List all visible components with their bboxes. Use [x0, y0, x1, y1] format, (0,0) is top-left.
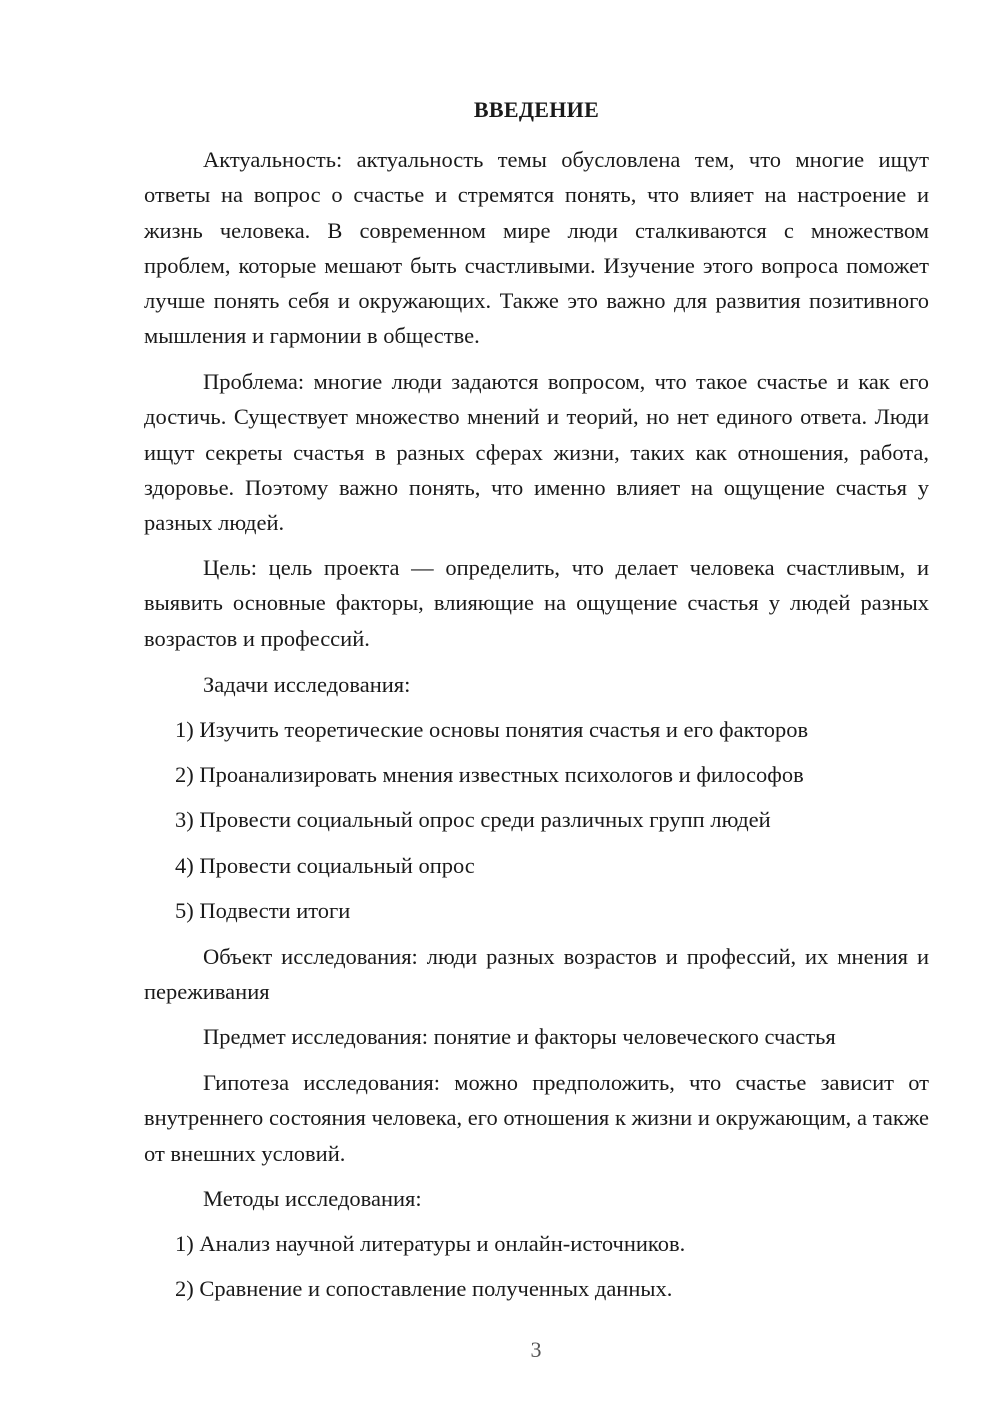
task-item-4: 4) Провести социальный опрос — [175, 853, 475, 878]
object-paragraph: Объект исследования: люди разных возрастов и профессий, их мнения и переживания — [144, 944, 929, 1005]
section-heading: ВВЕДЕНИЕ — [473, 97, 600, 122]
task-item-5: 5) Подвести итоги — [175, 898, 351, 923]
method-item-1: 1) Анализ научной литературы и онлайн-источников. — [175, 1231, 686, 1256]
page-number: 3 — [530, 1337, 542, 1362]
problem-paragraph: Проблема: многие люди задаются вопросом, что такое счастье и как его достичь. Существует множество мнений и теорий, но нет единого ответа. Люди ищут секреты счастья в разных сферах жизни, таких как отношения, работа, здоровье. Поэтому важно понять, что именно влияет на ощущение счастья у разных людей. — [144, 369, 929, 536]
subject-paragraph: Предмет исследования: понятие и факторы человеческого счастья — [203, 1024, 836, 1049]
method-item-2: 2) Сравнение и сопоставление полученных данных. — [175, 1276, 673, 1301]
hypothesis-paragraph: Гипотеза исследования: можно предположить, что счастье зависит от внутреннего состояния человека, его отношения к жизни и окружающим, а также от внешних условий. — [144, 1070, 929, 1166]
task-item-1: 1) Изучить теоретические основы понятия счастья и его факторов — [175, 717, 809, 742]
tasks-title: Задачи исследования: — [203, 672, 411, 697]
task-item-2: 2) Проанализировать мнения известных психологов и философов — [175, 762, 804, 787]
task-item-3: 3) Провести социальный опрос среди различных групп людей — [175, 807, 771, 832]
relevance-paragraph: Актуальность: актуальность темы обусловлена тем, что многие ищут ответы на вопрос о счастье и стремятся понять, что влияет на настроение и жизнь человека. В современном мире люди сталкиваются с множеством проблем, которые мешают быть счастливыми. Изучение этого вопроса поможет лучше понять себя и окружающих. Также это важно для развития позитивного мышления и гармонии в обществе. — [144, 147, 929, 349]
methods-title: Методы исследования: — [203, 1186, 422, 1211]
goal-paragraph: Цель: цель проекта — определить, что делает человека счастливым, и выявить основные факторы, влияющие на ощущение счастья у людей разных возрастов и профессий. — [144, 555, 929, 651]
